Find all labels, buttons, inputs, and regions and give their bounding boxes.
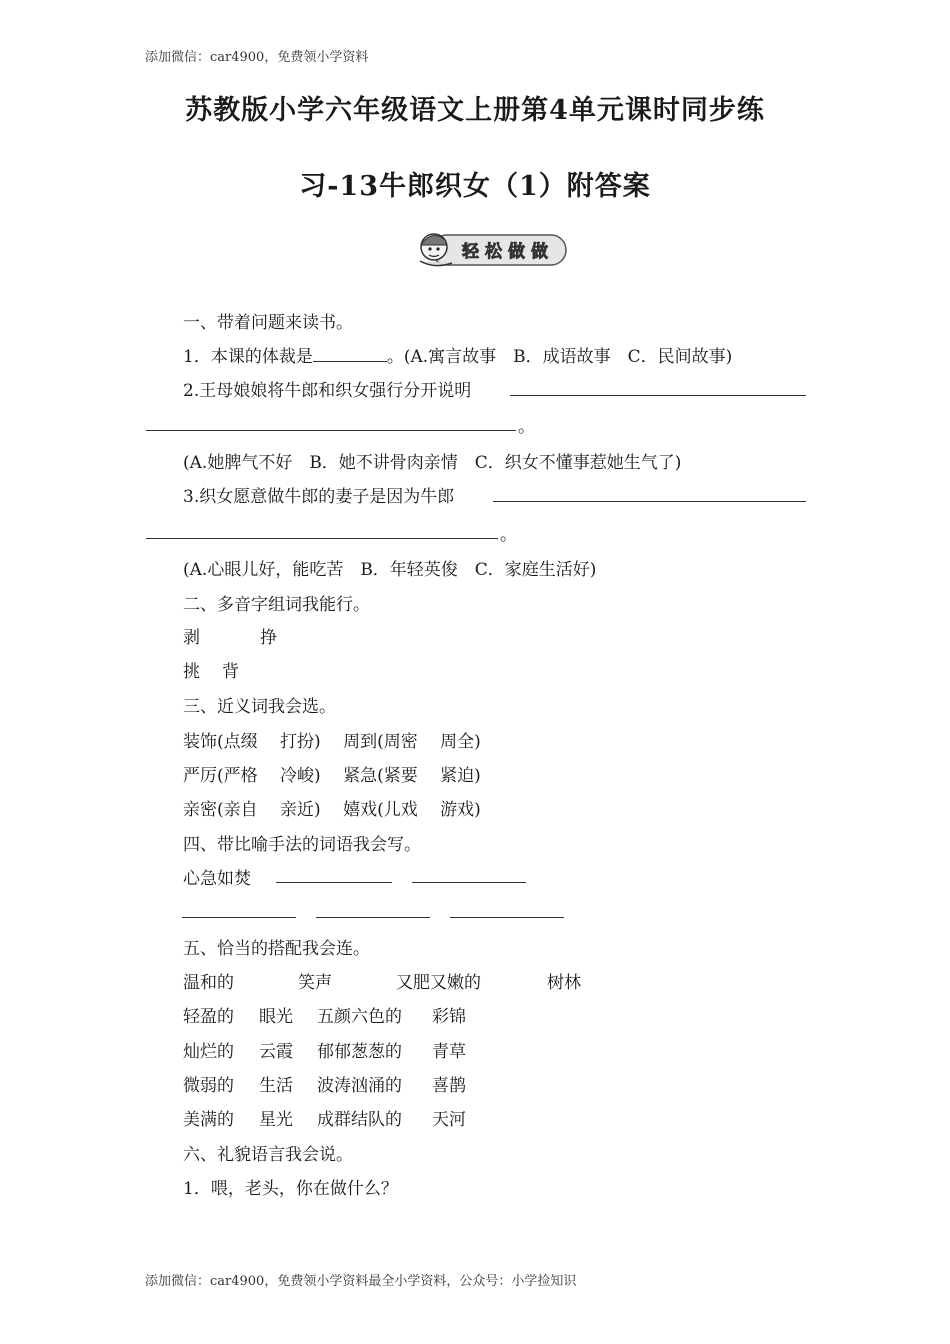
match-item: 树林 (547, 973, 581, 993)
section-6-heading: 六、礼貌语言我会说。 (183, 1145, 353, 1165)
question-1-3: 3.织女愿意做牛郎的妻子是因为牛郎 (183, 487, 455, 507)
polyphone-char: 挑 (183, 662, 200, 682)
section-2-heading: 二、多音字组词我能行。 (183, 595, 370, 615)
match-item: 美满的 (183, 1110, 234, 1130)
match-item: 灿烂的 (183, 1042, 234, 1062)
answer-blank[interactable] (146, 430, 516, 431)
polyphone-char: 挣 (260, 628, 277, 648)
section-5-heading: 五、恰当的搭配我会连。 (183, 939, 370, 959)
easy-practice-badge (412, 227, 570, 271)
match-item: 温和的 (183, 973, 234, 993)
polyphone-char: 背 (222, 662, 239, 682)
question-1-2-options: (A.她脾气不好 B．她不讲骨肉亲情 C．织女不懂事惹她生气了) (183, 453, 682, 473)
page-title-line-2: 习-13牛郎织女（1）附答案 (299, 171, 651, 202)
match-item: 五颜六色的 (317, 1007, 402, 1027)
answer-blank[interactable] (316, 917, 430, 918)
match-item: 青草 (432, 1042, 466, 1062)
match-item: 轻盈的 (183, 1007, 234, 1027)
answer-blank[interactable] (450, 917, 564, 918)
match-item: 又肥又嫩的 (396, 973, 481, 993)
polyphone-char: 剥 (183, 628, 200, 648)
question-1-2-end: 。 (518, 417, 535, 437)
badge-label: 轻松做做 (462, 242, 554, 262)
answer-blank[interactable] (510, 395, 806, 396)
answer-blank[interactable] (493, 501, 806, 502)
answer-blank[interactable] (182, 917, 296, 918)
question-6-1: 1．喂，老头，你在做什么？ (183, 1179, 398, 1199)
match-item: 波涛汹涌的 (317, 1076, 402, 1096)
question-1-1: 1．本课的体裁是 。(A.寓言故事 B．成语故事 C．民间故事) (183, 342, 732, 367)
match-item: 眼光 (259, 1007, 293, 1027)
synonym-row: 严厉(严格 冷峻) 紧急(紧要 紧迫) (183, 766, 481, 786)
match-item: 天河 (432, 1110, 466, 1130)
simile-example: 心急如焚 (183, 869, 251, 889)
question-1-3-options: (A.心眼儿好，能吃苦 B．年轻英俊 C．家庭生活好) (183, 560, 597, 580)
question-1-2: 2.王母娘娘将牛郎和织女强行分开说明 (183, 381, 472, 401)
section-1-heading: 一、带着问题来读书。 (183, 313, 353, 333)
match-item: 彩锦 (432, 1007, 466, 1027)
match-item: 生活 (259, 1076, 293, 1096)
answer-blank[interactable] (146, 538, 498, 539)
synonym-row: 亲密(亲自 亲近) 嬉戏(儿戏 游戏) (183, 800, 481, 820)
synonym-row: 装饰(点缀 打扮) 周到(周密 周全) (183, 732, 481, 752)
page-footer: 添加微信：car4900，免费领小学资料最全小学资料，公众号：小学捡知识 (145, 1274, 577, 1289)
match-item: 笑声 (298, 973, 332, 993)
match-item: 郁郁葱葱的 (317, 1042, 402, 1062)
match-item: 微弱的 (183, 1076, 234, 1096)
match-item: 星光 (259, 1110, 293, 1130)
match-item: 云霞 (259, 1042, 293, 1062)
question-1-3-end: 。 (500, 525, 517, 545)
section-4-heading: 四、带比喻手法的词语我会写。 (183, 835, 421, 855)
page-title-line-1: 苏教版小学六年级语文上册第4单元课时同步练 (185, 95, 765, 126)
match-item: 成群结队的 (317, 1110, 402, 1130)
match-item: 喜鹊 (432, 1076, 466, 1096)
section-3-heading: 三、近义词我会选。 (183, 697, 336, 717)
answer-blank[interactable] (276, 882, 392, 883)
answer-blank[interactable] (313, 343, 387, 362)
page-header: 添加微信：car4900，免费领小学资料 (145, 50, 369, 65)
answer-blank[interactable] (412, 882, 526, 883)
